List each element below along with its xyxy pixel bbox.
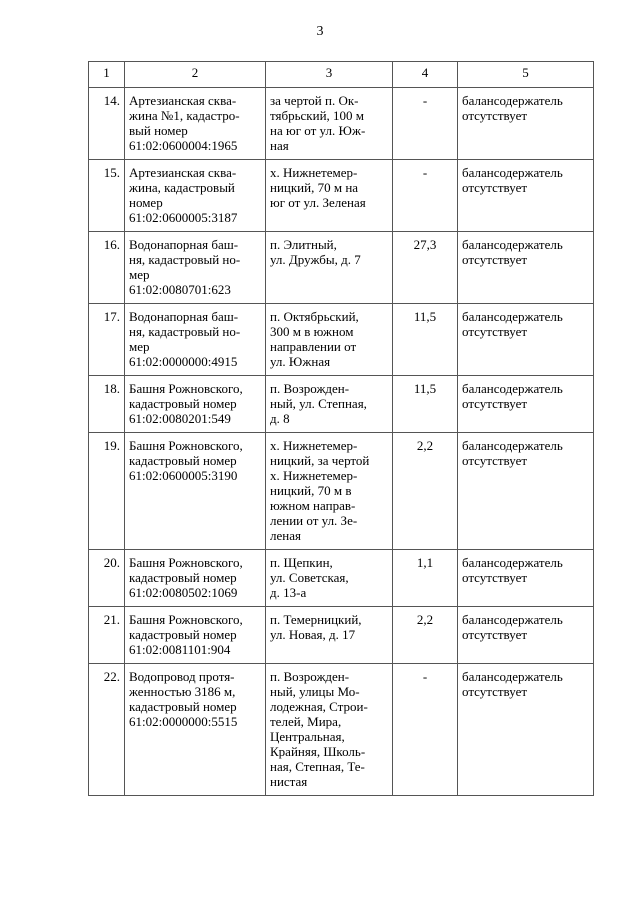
row-number-text: 16. (103, 237, 120, 252)
row-number (89, 88, 125, 160)
table-row (89, 160, 594, 232)
row-number-text: 21. (103, 612, 120, 627)
object-size (393, 664, 458, 796)
object-address (266, 550, 393, 607)
object-address (266, 232, 393, 304)
balance-holder-text: балансодержатель отсутствует (462, 309, 563, 339)
object-name-text: Артезианская сква- жина, кадастровый номер 61:02:0600005:3187 (129, 165, 238, 225)
table-body (89, 88, 594, 796)
table-row (89, 232, 594, 304)
row-number (89, 607, 125, 664)
balance-holder (458, 304, 594, 376)
object-address-text: х. Нижнетемер- ницкий, за чертой х. Нижнетемер- ницкий, 70 м в южном направ- лении от ул. Зе- леная (270, 438, 370, 543)
object-size (393, 304, 458, 376)
balance-holder-text: балансодержатель отсутствует (462, 438, 563, 468)
object-name-text: Водонапорная баш- ня, кадастровый но- мер 61:02:0080701:623 (129, 237, 241, 297)
balance-holder (458, 88, 594, 160)
object-size (393, 550, 458, 607)
table-header (89, 62, 594, 88)
balance-holder (458, 232, 594, 304)
object-size-text: - (422, 165, 428, 180)
object-name (125, 664, 266, 796)
object-address (266, 304, 393, 376)
page-number: 3 (316, 24, 324, 39)
row-number-text: 18. (103, 381, 120, 396)
row-number (89, 550, 125, 607)
table-row (89, 433, 594, 550)
balance-holder (458, 607, 594, 664)
balance-holder-text: балансодержатель отсутствует (462, 555, 563, 585)
object-size (393, 160, 458, 232)
object-address-text: п. Возрожден- ный, улицы Мо- лодежная, Строи- телей, Мира, Центральная, Крайняя, Школь- ная, Степная, Те- нистая (270, 669, 368, 789)
object-name-text: Башня Рожновского, кадастровый номер 61:02:0080502:1069 (129, 555, 243, 600)
object-address (266, 376, 393, 433)
header-col-4: 4 (393, 62, 458, 88)
balance-holder-text: балансодержатель отсутствует (462, 612, 563, 642)
object-name (125, 607, 266, 664)
header-col-3: 3 (266, 62, 393, 88)
object-address-text: п. Октябрьский, 300 м в южном направлении от ул. Южная (270, 309, 359, 369)
row-number (89, 433, 125, 550)
object-name-text: Водонапорная баш- ня, кадастровый но- мер 61:02:0000000:4915 (129, 309, 241, 369)
table-row (89, 88, 594, 160)
table-row (89, 607, 594, 664)
object-name (125, 376, 266, 433)
table-row (89, 304, 594, 376)
row-number (89, 232, 125, 304)
table-row (89, 550, 594, 607)
header-col-5: 5 (458, 62, 594, 88)
row-number-text: 17. (103, 309, 120, 324)
object-size (393, 607, 458, 664)
object-name-text: Башня Рожновского, кадастровый номер 61:02:0600005:3190 (129, 438, 243, 483)
row-number (89, 376, 125, 433)
object-name-text: Водопровод протя- женностью 3186 м, кадастровый номер 61:02:0000000:5515 (129, 669, 238, 729)
object-size-text: - (422, 669, 428, 684)
table-row (89, 664, 594, 796)
property-registry-table (88, 61, 594, 796)
table-row (89, 376, 594, 433)
object-name (125, 550, 266, 607)
row-number-text: 22. (103, 669, 120, 684)
balance-holder-text: балансодержатель отсутствует (462, 381, 563, 411)
object-size-text: 11,5 (413, 381, 437, 396)
object-name (125, 232, 266, 304)
balance-holder (458, 433, 594, 550)
row-number-text: 14. (103, 93, 120, 108)
balance-holder-text: балансодержатель отсутствует (462, 237, 563, 267)
object-address (266, 88, 393, 160)
object-size (393, 376, 458, 433)
row-number-text: 20. (103, 555, 120, 570)
object-address (266, 664, 393, 796)
row-number (89, 160, 125, 232)
object-size (393, 232, 458, 304)
header-col-1: 1 (89, 62, 125, 88)
object-size-text: 1,1 (416, 555, 434, 570)
balance-holder (458, 550, 594, 607)
object-size (393, 88, 458, 160)
balance-holder (458, 376, 594, 433)
object-name (125, 160, 266, 232)
object-address-text: за чертой п. Ок- тябрьский, 100 м на юг от ул. Юж- ная (270, 93, 366, 153)
row-number-text: 15. (103, 165, 120, 180)
object-size-text: 2,2 (416, 612, 434, 627)
object-address-text: п. Элитный, ул. Дружбы, д. 7 (270, 237, 361, 267)
object-name-text: Башня Рожновского, кадастровый номер 61:02:0081101:904 (129, 612, 243, 657)
balance-holder-text: балансодержатель отсутствует (462, 669, 563, 699)
object-address-text: п. Щепкин, ул. Советская, д. 13-а (270, 555, 349, 600)
object-address (266, 160, 393, 232)
object-size-text: 11,5 (413, 309, 437, 324)
object-size (393, 433, 458, 550)
object-name (125, 88, 266, 160)
object-address-text: п. Темерницкий, ул. Новая, д. 17 (270, 612, 362, 642)
object-name (125, 433, 266, 550)
object-address-text: п. Возрожден- ный, ул. Степная, д. 8 (270, 381, 367, 426)
row-number (89, 304, 125, 376)
object-size-text: 27,3 (413, 237, 437, 252)
object-size-text: 2,2 (416, 438, 434, 453)
object-name (125, 304, 266, 376)
row-number-text: 19. (103, 438, 120, 453)
object-name-text: Артезианская сква- жина №1, кадастро- вый номер 61:02:0600004:1965 (129, 93, 240, 153)
balance-holder-text: балансодержатель отсутствует (462, 93, 563, 123)
row-number (89, 664, 125, 796)
header-row (89, 62, 594, 88)
object-address (266, 607, 393, 664)
object-address (266, 433, 393, 550)
object-size-text: - (422, 93, 428, 108)
balance-holder (458, 664, 594, 796)
header-col-2: 2 (125, 62, 266, 88)
balance-holder-text: балансодержатель отсутствует (462, 165, 563, 195)
balance-holder (458, 160, 594, 232)
object-name-text: Башня Рожновского, кадастровый номер 61:02:0080201:549 (129, 381, 243, 426)
object-address-text: х. Нижнетемер- ницкий, 70 м на юг от ул. Зеленая (270, 165, 366, 210)
